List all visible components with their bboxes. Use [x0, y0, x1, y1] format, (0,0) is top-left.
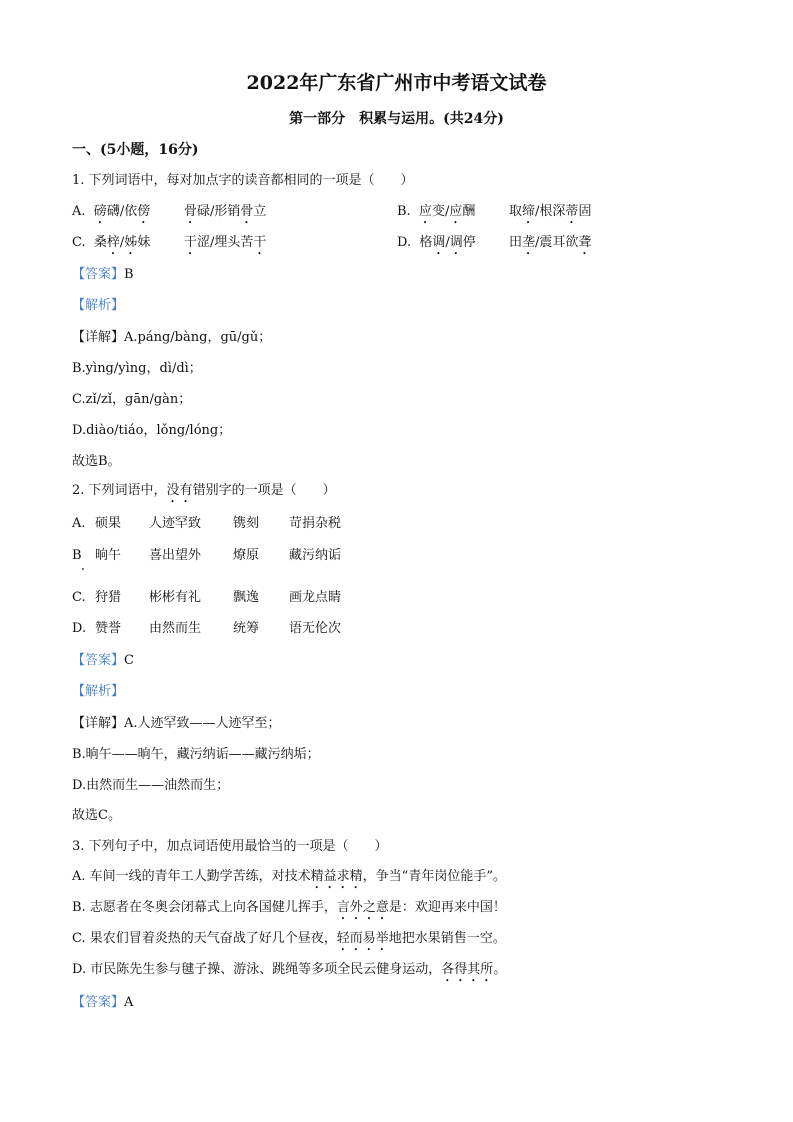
- q2-option-word: 喜出望外: [149, 548, 202, 563]
- q3-stem: 3. 下列句子中，加点词语使用最恰当的一项是（ ）: [72, 839, 388, 854]
- dotted-text: 没有: [166, 483, 193, 498]
- option-letter: B.: [397, 204, 411, 219]
- char: 碌/形销: [197, 204, 241, 219]
- char: 变/: [431, 204, 450, 219]
- answer-value: C: [124, 653, 134, 668]
- q3-option-d: [72, 962, 506, 985]
- dotted-char: 缔: [522, 204, 536, 219]
- q1-option-c-word2: [184, 235, 266, 258]
- q2-option-word: 狩猎: [95, 590, 122, 605]
- q3-option-b: [72, 900, 506, 923]
- q3-option-a: [72, 869, 506, 892]
- option-text: 是：欢迎再来中国！: [388, 900, 506, 915]
- dotted-text: 各得其所: [441, 962, 494, 977]
- char: 妹: [137, 235, 151, 250]
- char: /震耳欲: [535, 235, 579, 250]
- q1-option-d-word2: [509, 235, 591, 258]
- dotted-text: 言外之意: [336, 900, 389, 915]
- char: /依: [119, 204, 138, 219]
- dotted-char: 骨: [184, 204, 198, 219]
- q1-analysis-label: 【解析】: [72, 298, 125, 313]
- dotted-char: 干: [253, 235, 267, 250]
- char: /根深: [535, 204, 566, 219]
- q1-option-b-word2: [509, 204, 591, 227]
- q1-detail-line: C.zǐ/zǐ，gān/gàn；: [72, 392, 192, 407]
- q1-detail-line: D.diào/tiáo，lǒng/lóng；: [72, 423, 232, 438]
- option-text: 地把水果销售一空。: [388, 931, 506, 946]
- q1-answer: [72, 267, 134, 283]
- q3-option-c: [72, 931, 506, 954]
- dotted-char: 垄: [522, 235, 536, 250]
- answer-value: A: [124, 995, 134, 1010]
- q2-option-word: 飘逸: [233, 590, 260, 605]
- q2-stem: [72, 483, 336, 506]
- q3-answer: [72, 995, 133, 1011]
- q2-option-word: 燎原: [233, 548, 260, 563]
- q2-option-word: 藏污纳诟: [289, 548, 342, 563]
- dotted-char: 干: [184, 235, 198, 250]
- dotted-char: 骨: [240, 204, 254, 219]
- q2-option-word: 赞誉: [95, 621, 122, 636]
- q2-option-word: 人迹罕致: [149, 516, 202, 531]
- answer-label: 【答案】: [72, 267, 125, 282]
- dotted-char: 磅: [93, 204, 107, 219]
- q1-option-a-word1: [72, 204, 150, 227]
- q1-option-b-word1: [397, 204, 475, 227]
- dotted-char: 蒂: [565, 204, 579, 219]
- q1-option-c-word1: [72, 235, 150, 258]
- stray-mark: [82, 568, 84, 570]
- part-heading: 第一部分 积累与运用。(共24分): [289, 111, 504, 127]
- dotted-char: 梓: [106, 235, 120, 250]
- char: 固: [578, 204, 592, 219]
- q2-option-word: 镌刻: [233, 516, 260, 531]
- q2-analysis-label: 【解析】: [72, 684, 125, 699]
- q2-detail-line: D.由然而生——油然而生；: [72, 778, 230, 793]
- q2-option-word: 晌午: [95, 548, 122, 563]
- detail-label: 【详解】: [72, 716, 125, 731]
- dotted-text: 轻而易举: [336, 931, 389, 946]
- answer-label: 【答案】: [72, 995, 125, 1010]
- detail-text: A.páng/bàng，gū/gǔ；: [124, 330, 272, 345]
- dotted-char: 调: [432, 235, 446, 250]
- q2-option-letter: C.: [72, 590, 86, 605]
- option-text: ，争当“青年岗位能手”。: [362, 869, 506, 884]
- dotted-char: 调: [449, 235, 463, 250]
- option-text: A. 车间一线的青年工人勤学苦练，对技术: [72, 869, 311, 884]
- q2-option-letter: A.: [72, 516, 86, 531]
- dotted-char: 傍: [137, 204, 151, 219]
- option-text: 。: [493, 962, 507, 977]
- answer-label: 【答案】: [72, 653, 125, 668]
- q1-stem: 1. 下列词语中，每对加点字的读音都相同的一项是（ ）: [72, 173, 414, 188]
- q2-detail-line: B.晌午——晌午，藏污纳诟——藏污纳垢；: [72, 747, 320, 762]
- q2-option-word: 彬彬有礼: [149, 590, 202, 605]
- char: 桑: [93, 235, 107, 250]
- option-letter: A.: [72, 204, 86, 219]
- dotted-text: 精益求精: [310, 869, 363, 884]
- q2-option-word: 语无伦次: [289, 621, 342, 636]
- option-letter: D.: [397, 235, 412, 250]
- dotted-char: 聋: [578, 235, 592, 250]
- q1-option-d-word1: [397, 235, 476, 258]
- dotted-char: 应: [449, 204, 463, 219]
- char: /: [445, 235, 450, 250]
- q1-option-a-word2: [184, 204, 266, 227]
- q2-option-letter: B: [72, 548, 82, 563]
- option-text: C. 果农们冒着炎热的天气奋战了好几个昼夜，: [72, 931, 337, 946]
- answer-value: B: [124, 267, 134, 282]
- q2-option-word: 由然而生: [149, 621, 202, 636]
- option-letter: C.: [72, 235, 86, 250]
- char: 礴: [106, 204, 120, 219]
- char: 停: [462, 235, 476, 250]
- char: 田: [509, 235, 523, 250]
- detail-text: A.人迹罕致——人迹罕至；: [124, 716, 281, 731]
- char: 涩/埋头苦: [197, 235, 254, 250]
- stem-text: 2. 下列词语中，: [72, 483, 167, 498]
- q2-answer: [72, 653, 134, 669]
- dotted-char: 姊: [124, 235, 138, 250]
- page-title: 2022年广东省广州市中考语文试卷: [246, 72, 547, 94]
- q2-conclusion: 故选C。: [72, 808, 121, 823]
- q2-option-word: 硕果: [95, 516, 122, 531]
- q2-detail-line: [72, 716, 281, 732]
- q1-detail-line: B.yìng/yìng，dì/dì；: [72, 361, 202, 376]
- section-heading: 一、(5小题，16分): [72, 142, 199, 158]
- char: /: [119, 235, 125, 250]
- q1-conclusion: 故选B。: [72, 454, 121, 469]
- detail-label: 【详解】: [72, 330, 125, 345]
- q2-option-word: 画龙点睛: [289, 590, 342, 605]
- stem-text: 错别字的一项是（ ）: [192, 483, 336, 498]
- q2-option-word: 苛捐杂税: [289, 516, 342, 531]
- char: 取: [509, 204, 523, 219]
- q2-option-letter: D.: [72, 621, 87, 636]
- dotted-char: 应: [418, 204, 432, 219]
- char: 立: [253, 204, 267, 219]
- char: 酬: [462, 204, 476, 219]
- q1-detail-line: [72, 330, 271, 346]
- q2-option-word: 统筹: [233, 621, 260, 636]
- option-text: D. 市民陈先生参与毽子操、游泳、跳绳等多项全民云健身运动，: [72, 962, 442, 977]
- char: 格: [419, 235, 433, 250]
- option-text: B. 志愿者在冬奥会闭幕式上向各国健儿挥手，: [72, 900, 337, 915]
